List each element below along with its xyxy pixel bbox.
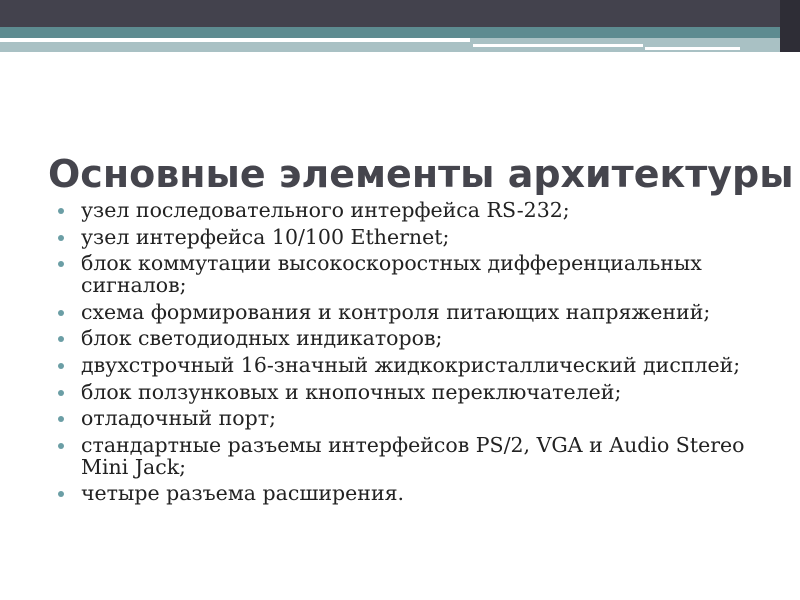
bullet-dot-icon — [58, 443, 64, 449]
bullet-text: блок светодиодных индикаторов; — [81, 326, 443, 351]
bullet-text: узел интерфейса 10/100 Ethernet; — [81, 224, 450, 249]
header-band-highlight-middle — [473, 44, 643, 47]
bullet-text: стандартные разъемы интерфейсов PS/2, VGA и Audio Stereo Mini Jack; — [81, 432, 745, 479]
header-band-teal — [0, 27, 800, 38]
bullet-list — [58, 199, 758, 509]
bullet-text: узел последовательного интерфейса RS-232; — [81, 198, 570, 222]
bullet-dot-icon — [58, 208, 64, 214]
bullet-item-expansion — [58, 482, 758, 504]
bullet-dot-icon — [58, 336, 64, 342]
bullet-item-leds — [58, 327, 758, 349]
bullet-dot-icon — [58, 235, 64, 241]
header-band-highlight-right — [645, 47, 740, 50]
bullet-item-lcd — [58, 354, 758, 376]
bullet-dot-icon — [58, 390, 64, 396]
bullet-item-power — [58, 301, 758, 323]
bullet-text: блок ползунковых и кнопочных переключателей; — [81, 379, 622, 404]
bullet-text: схема формирования и контроля питающих напряжений; — [81, 299, 711, 324]
header-band-highlight-left — [0, 38, 470, 42]
bullet-dot-icon — [58, 363, 64, 369]
bullet-dot-icon — [58, 310, 64, 316]
bullet-item-rs232 — [58, 199, 758, 221]
bullet-text: блок коммутации высокоскоростных дифференциальных сигналов; — [81, 251, 702, 298]
bullet-item-ethernet — [58, 226, 758, 248]
bullet-item-connectors — [58, 434, 758, 478]
bullet-dot-icon — [58, 261, 64, 267]
bullet-dot-icon — [58, 491, 64, 497]
header-band-dark — [0, 0, 800, 27]
bullet-text: двухстрочный 16-значный жидкокристаллический дисплей; — [81, 352, 741, 377]
slide-title: Основные элементы архитектуры — [48, 152, 794, 197]
bullet-item-switches — [58, 381, 758, 403]
bullet-dot-icon — [58, 416, 64, 422]
bullet-item-debug-port — [58, 407, 758, 429]
bullet-text: отладочный порт; — [81, 406, 276, 431]
header-band-right-shadow — [780, 0, 800, 52]
bullet-item-diff-signals — [58, 252, 758, 296]
bullet-text: четыре разъема расширения. — [81, 481, 405, 506]
